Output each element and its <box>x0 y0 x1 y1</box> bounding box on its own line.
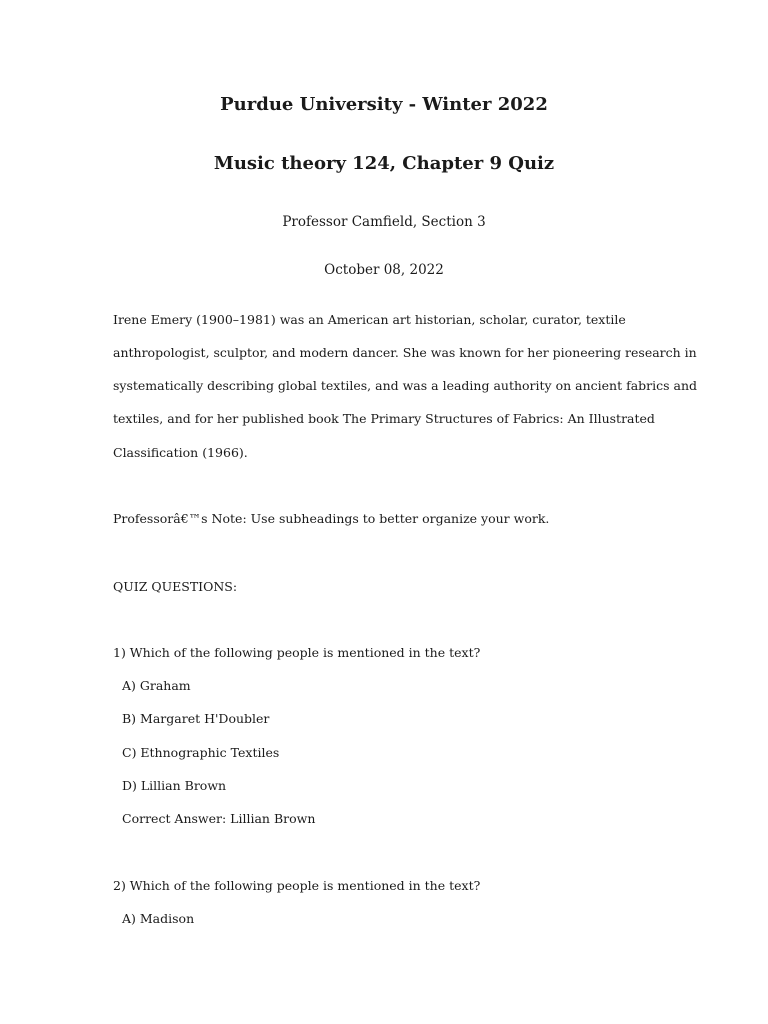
question-option: C) Ethnographic Textiles <box>122 745 280 760</box>
passage-line: anthropologist, sculptor, and modern dancer. She was known for her pioneering research in <box>113 345 697 360</box>
professor-line: Professor Camfield, Section 3 <box>282 214 486 230</box>
question-prompt: 1) Which of the following people is mentioned in the text? <box>113 645 481 660</box>
question-option: B) Margaret H'Doubler <box>122 711 270 726</box>
correct-answer: Correct Answer: Lillian Brown <box>122 811 316 826</box>
question-option: A) Graham <box>122 678 191 693</box>
question-option: A) Madison <box>122 911 195 926</box>
university-heading: Purdue University - Winter 2022 <box>220 94 548 115</box>
passage-line: Classification (1966). <box>113 445 248 460</box>
passage-line: systematically describing global textiles, and was a leading authority on ancient fabrics and <box>113 378 698 393</box>
professor-note: Professorâ€™s Note: Use subheadings to better organize your work. <box>113 511 550 526</box>
passage-line: textiles, and for her published book The Primary Structures of Fabrics: An Illustrated <box>113 411 655 426</box>
question-option: D) Lillian Brown <box>122 778 227 793</box>
date-line: October 08, 2022 <box>324 262 444 278</box>
quiz-heading: QUIZ QUESTIONS: <box>113 579 238 594</box>
course-title: Music theory 124, Chapter 9 Quiz <box>213 153 555 174</box>
question-prompt: 2) Which of the following people is mentioned in the text? <box>113 878 481 893</box>
passage-line: Irene Emery (1900–1981) was an American art historian, scholar, curator, textile <box>113 312 626 327</box>
